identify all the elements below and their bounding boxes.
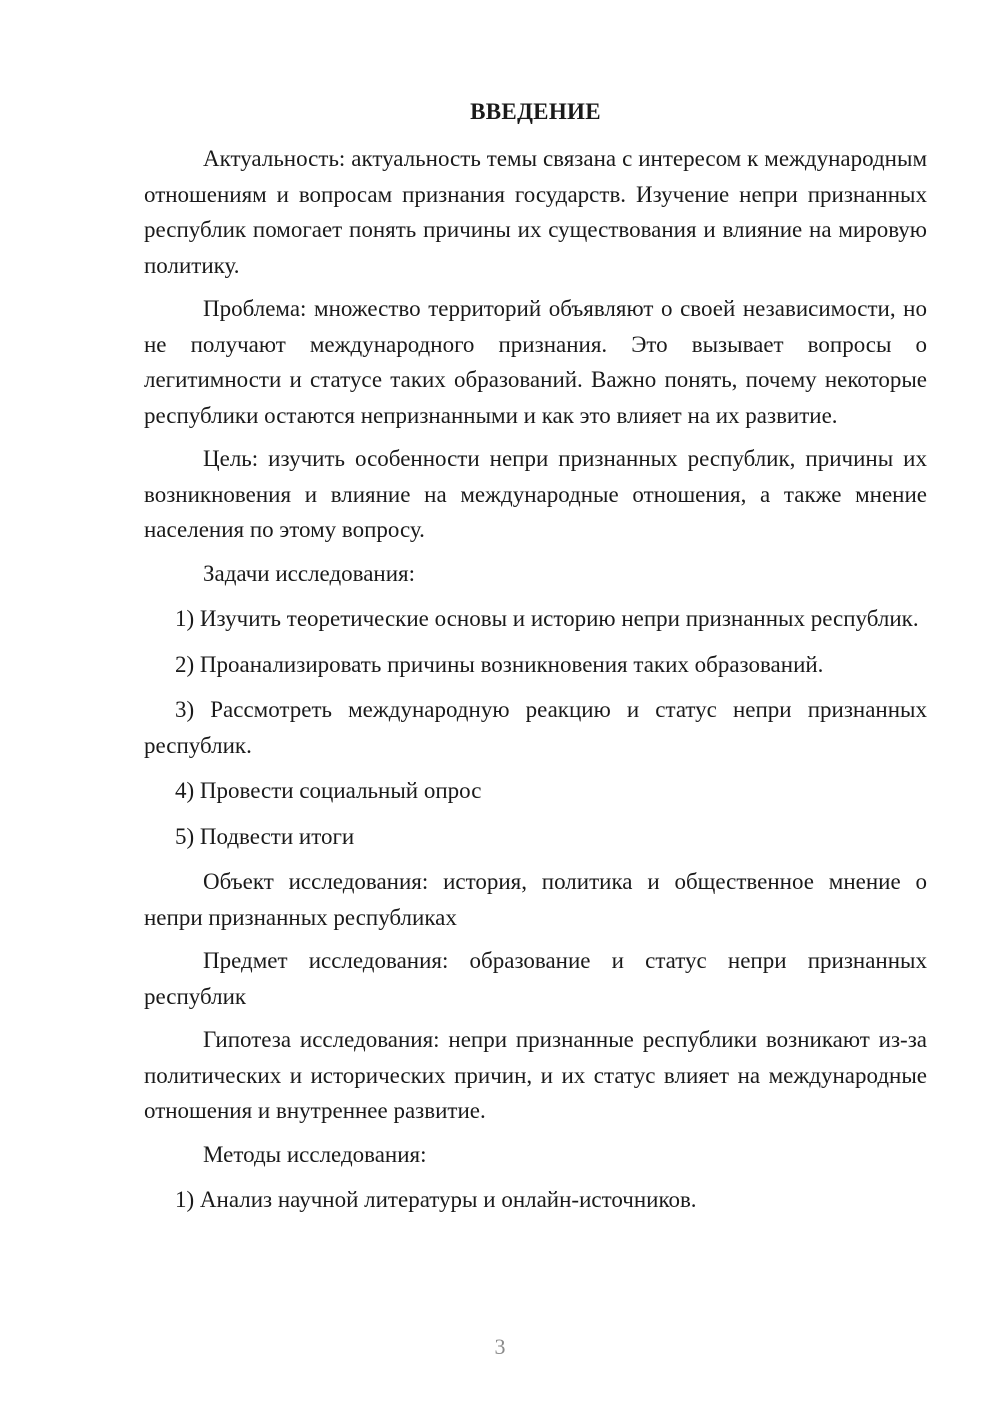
paragraph-subject: Предмет исследования: образование и статус непри признанных республик [144,948,927,1009]
task-item-2: 2) Проанализировать причины возникновения таких образований. [175,651,824,677]
paragraph-goal: Цель: изучить особенности непри признанных республик, причины их возникновения и влияние на международные отношения, а также мнение населения по этому вопросу. [144,446,927,542]
tasks-title: Задачи исследования: [203,560,416,586]
task-item-5: 5) Подвести итоги [175,823,355,849]
paragraph-problem: Проблема: множество территорий объявляют о своей независимости, но не получают международного признания. Это вызывает вопросы о легитимности и статусе таких образований. Важно понять, почему некоторые республики остаются непризнанными и как это влияет на их развитие. [144,296,927,428]
paragraph-object: Объект исследования: история, политика и общественное мнение о непри признанных республиках [144,869,927,930]
paragraph-hypothesis: Гипотеза исследования: непри признанные республики возникают из-за политических и исторических причин, и их статус влияет на международные отношения и внутреннее развитие. [144,1027,927,1123]
method-item-1: 1) Анализ научной литературы и онлайн-источников. [175,1187,697,1212]
task-item-1: 1) Изучить теоретические основы и историю непри признанных республик. [175,606,919,631]
methods-title: Методы исследования: [203,1141,427,1167]
task-item-4: 4) Провести социальный опрос [175,778,482,803]
section-heading: ВВЕДЕНИЕ [470,99,601,124]
task-item-3: 3) Рассмотреть международную реакцию и статус непри признанных республик. [144,697,927,758]
paragraph-relevance: Актуальность: актуальность темы связана с интересом к международным отношениям и вопросам признания государств. Изучение непри признанных республик помогает понять причины их существования и влияние на мировую политику. [144,146,927,278]
page-content [144,96,927,1218]
page-number: 3 [494,1334,506,1359]
